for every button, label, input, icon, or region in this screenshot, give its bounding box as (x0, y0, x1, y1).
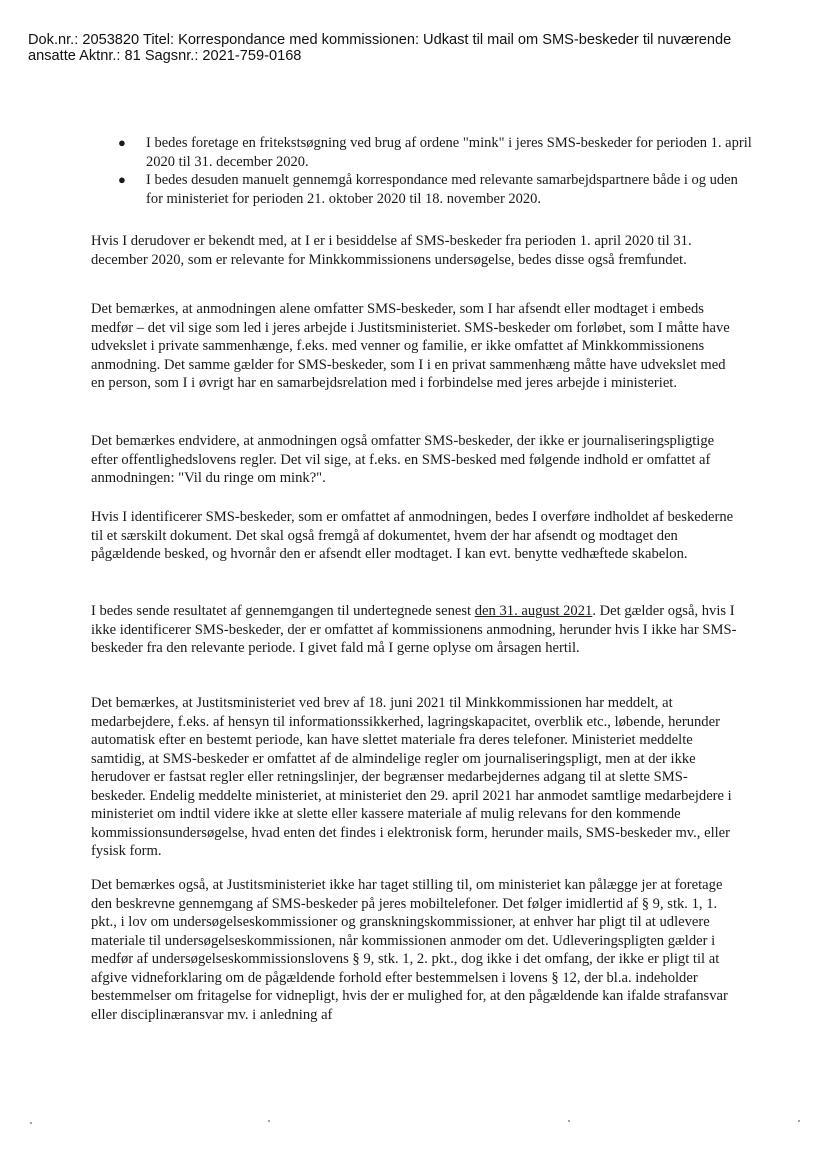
list-item-text: I bedes foretage en fritekstsøgning ved brug af ordene "mink" i jeres SMS-beskeder for perioden 1. april 2020 til 31. december 2020. (146, 135, 752, 170)
scan-speck (268, 1120, 270, 1122)
list-item-text: I bedes desuden manuelt gennemgå korrespondance med relevante samarbejdspartnere både i og uden for ministeriet for perioden 21. oktober 2020 til 18. november 2020. (146, 172, 738, 207)
header-line-case: ansatte Aktnr.: 81 Sagsnr.: 2021-759-0168 (28, 48, 302, 64)
scan-speck (798, 1120, 800, 1122)
deadline-rest: . Det gælder også, hvis I ikke identificerer SMS-beskeder, der er omfattet af kommissionens anmodning, herunder hvis I ikke har SMS-beskeder fra den relevante periode. I givet fald må I gerne oplyse om årsagen hertil. (91, 603, 737, 656)
header-line-title: Dok.nr.: 2053820 Titel: Korrespondance med kommissionen: Udkast til mail om SMS-beskeder til nuværende (28, 32, 732, 48)
deadline-date: den 31. august 2021 (474, 603, 593, 619)
paragraph-relevant-period: Hvis I derudover er bekendt med, at I er i besiddelse af SMS-beskeder fra perioden 1. april 2020 til 31. december 2020, som er relevante for Minkkommissionens undersøgelse, bedes disse også fremfundet. (91, 233, 692, 268)
paragraph-scope: Det bemærkes, at anmodningen alene omfatter SMS-beskeder, som I har afsendt eller modtaget i embeds medfør – det vil sige som led i jeres arbejde i Justitsministeriet. SMS-beskeder om forløbet, som I måtte have udvekslet i private sammenhænge, f.eks. med venner og familie, er ikke omfattet af Minkkommissionens anmodning. Det samme gælder for SMS-beskeder, som I i en privat sammenhæng måtte have udvekslet med en person, som I i øvrigt har en samarbejdsrelation med i forbindelse med jeres arbejde i ministeriet. (91, 301, 730, 391)
instruction-list (118, 134, 758, 208)
paragraph-legal-basis: Det bemærkes også, at Justitsministeriet ikke har taget stilling til, om ministeriet kan pålægge jer at foretage den beskrevne gennemgang af SMS-beskeder på jeres mobiltelefoner. Det følger imidlertid af § 9, stk. 1, 1. pkt., i lov om undersøgelseskommissioner og granskningskommissioner, at enhver har pligt til at udlevere materiale til undersøgelseskommissionen, når kommissionen anmoder om det. Udleveringspligten gælder i medfør af undersøgelseskommissionslovens § 9, stk. 1, 2. pkt., dog ikke i det omfang, der ikke er pligt til at afgive vidneforklaring om de pågældende forhold efter bestemmelsen i lovens § 12, der bl.a. indeholder bestemmelser om fritagelse for vidnepligt, hvis der er mulighed for, at den pågældende kan ifalde strafansvar eller disciplinæransvar mv. i anledning af (91, 877, 728, 1023)
scan-speck (30, 1122, 32, 1124)
paragraph-deadline (91, 602, 741, 658)
paragraph-ministry-letter: Det bemærkes, at Justitsministeriet ved brev af 18. juni 2021 til Minkkommissionen har meddelt, at medarbejdere, f.eks. af hensyn til informationssikkerhed, lagringskapacitet, overblik etc., løbende, herunder automatisk efter en bestemt periode, kan have slettet materiale fra deres telefoner. Ministeriet meddelte samtidig, at SMS-beskeder er omfattet af de almindelige regler om journaliseringspligt, men at der ikke herudover er fastsat regler eller retningslinjer, der begrænser medarbejdernes adgang til at slette SMS-beskeder. Endelig meddelte ministeriet, at ministeriet den 29. april 2021 har anmodet samtlige medarbejdere i ministeriet om indtil videre ikke at slette eller kassere materiale af mulig relevans for den kommende kommissionsundersøgelse, hvad enten det findes i elektronisk form, herunder mails, SMS-beskeder mv., eller fysisk form. (91, 695, 732, 859)
list-item (118, 171, 758, 208)
list-item (118, 134, 758, 171)
paragraph-journalization: Det bemærkes endvidere, at anmodningen også omfatter SMS-beskeder, der ikke er journaliseringspligtige efter offentlighedslovens regler. Det vil sige, at f.eks. en SMS-besked med følgende indhold er omfattet af anmodningen: "Vil du ringe om mink?". (91, 433, 715, 486)
deadline-intro: I bedes sende resultatet af gennemgangen til undertegnede senest (91, 603, 475, 619)
bullet-icon: ● (118, 135, 126, 150)
bullet-icon: ● (118, 172, 126, 187)
scan-speck (568, 1120, 570, 1122)
paragraph-transfer-instructions: Hvis I identificerer SMS-beskeder, som er omfattet af anmodningen, bedes I overføre indholdet af beskederne til et særskilt dokument. Det skal også fremgå af dokumentet, hvem der har afsendt og modtaget den pågældende besked, og hvornår den er afsendt eller modtaget. I kan evt. benytte vedhæftede skabelon. (91, 509, 734, 562)
